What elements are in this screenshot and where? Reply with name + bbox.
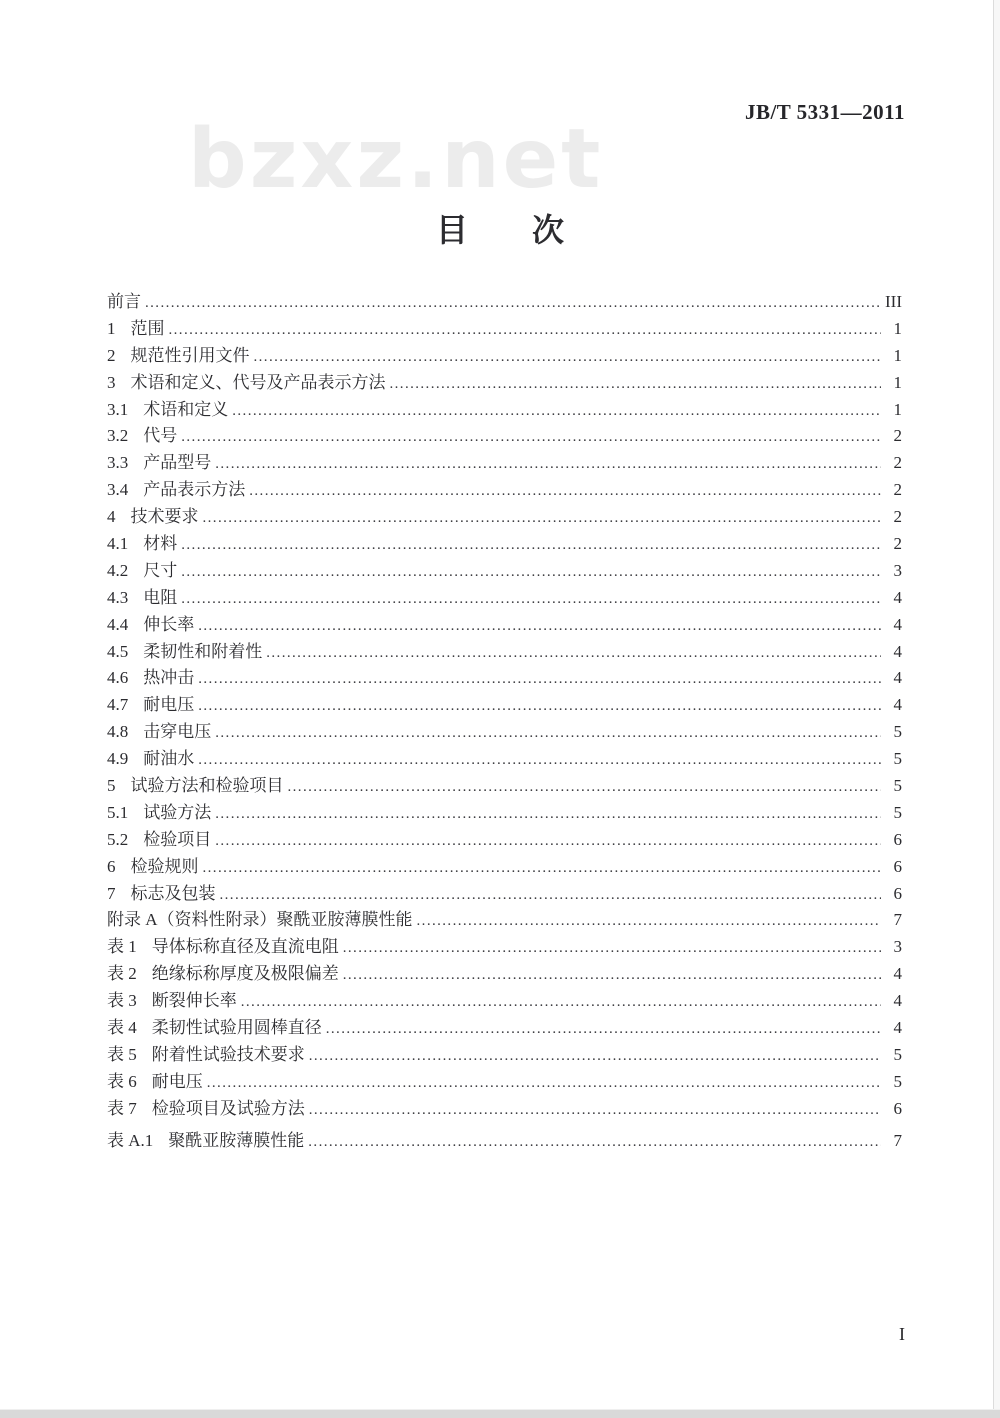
toc-entry-label: 标志及包装 xyxy=(130,883,216,903)
toc-entry xyxy=(107,1128,902,1155)
toc-entry-label: 技术要求 xyxy=(130,507,199,527)
toc-entry xyxy=(107,719,902,746)
toc-entry-label: 试验方法 xyxy=(143,802,212,822)
toc-entry-page: 6 xyxy=(893,829,902,849)
toc-leader-dots xyxy=(181,531,881,559)
toc-leader-dots xyxy=(215,450,881,478)
toc-entry xyxy=(107,289,902,316)
toc-entry-page: 4 xyxy=(893,587,902,607)
toc-entry-page: 4 xyxy=(893,1018,902,1038)
toc-entry-label: 产品表示方法 xyxy=(143,480,246,500)
toc-leader-dots xyxy=(215,719,881,747)
toc-entry-label: 导体标称直径及直流电阻 xyxy=(151,937,339,957)
toc-entry-number: 表 6 xyxy=(107,1071,137,1091)
toc-leader-dots xyxy=(266,639,881,667)
toc-leader-dots xyxy=(232,397,881,425)
toc-entry-label: 尺寸 xyxy=(143,560,178,580)
toc-entry-number: 4 xyxy=(107,507,116,527)
toc-entry-page: 5 xyxy=(893,1044,902,1064)
toc-entry-page: 7 xyxy=(893,1130,902,1150)
toc-entry-page: 4 xyxy=(893,668,902,688)
toc-leader-dots xyxy=(215,827,881,855)
toc-entry-page: 1 xyxy=(893,372,902,392)
toc-entry xyxy=(107,1042,902,1069)
toc-leader-dots xyxy=(169,316,882,344)
bottom-scan-bar xyxy=(0,1409,1000,1418)
toc-entry-page: 2 xyxy=(893,480,902,500)
toc-entry-label: 规范性引用文件 xyxy=(130,345,250,365)
toc-entry-number: 4.5 xyxy=(107,641,129,661)
toc-entry xyxy=(107,854,902,881)
toc-entry-label: 柔韧性和附着性 xyxy=(143,641,263,661)
toc-entry-page: 2 xyxy=(893,534,902,554)
toc-entry xyxy=(107,934,902,961)
toc-entry xyxy=(107,665,902,692)
toc-leader-dots xyxy=(343,934,881,962)
toc-entry-page: 2 xyxy=(893,453,902,473)
watermark-text: bzxz.net xyxy=(188,112,604,207)
toc-entry-label: 术语和定义、代号及产品表示方法 xyxy=(130,372,386,392)
toc-entry-page: 1 xyxy=(893,345,902,365)
toc-entry xyxy=(107,370,902,397)
toc-entry-number: 4.6 xyxy=(107,668,129,688)
toc-entry-page: 5 xyxy=(893,749,902,769)
toc-entry xyxy=(107,423,902,450)
toc-entry-number: 4.1 xyxy=(107,534,129,554)
toc-entry xyxy=(107,881,902,908)
toc-leader-dots xyxy=(254,343,882,371)
toc-entry xyxy=(107,773,902,800)
toc-entry-page: 5 xyxy=(893,802,902,822)
toc-entry xyxy=(107,558,902,585)
toc-leader-dots xyxy=(309,1096,881,1124)
toc-entry xyxy=(107,612,902,639)
toc-entry-label: 范围 xyxy=(130,318,165,338)
toc-entry-page: 4 xyxy=(893,991,902,1011)
toc-entry-page: 6 xyxy=(893,856,902,876)
toc-leader-dots xyxy=(181,558,881,586)
toc-entry xyxy=(107,1015,902,1042)
toc-entry-page: III xyxy=(885,292,902,311)
toc-entry xyxy=(107,827,902,854)
toc-entry xyxy=(107,988,902,1015)
toc-entry-number: 3.2 xyxy=(107,426,129,446)
toc-entry xyxy=(107,450,902,477)
toc-entry-label: 附着性试验技术要求 xyxy=(151,1044,305,1064)
toc-leader-dots xyxy=(207,1069,881,1097)
toc-entry-page: 3 xyxy=(893,560,902,580)
toc-entry-number: 表 1 xyxy=(107,937,137,957)
toc-entry-label: 耐电压 xyxy=(151,1071,203,1091)
toc-entry xyxy=(107,477,902,504)
toc-entry-label: 耐油水 xyxy=(143,749,195,769)
toc-entry-number: 表 4 xyxy=(107,1018,137,1038)
toc-entry-page: 4 xyxy=(893,641,902,661)
toc-entry-label: 材料 xyxy=(143,534,178,554)
toc-leader-dots xyxy=(249,477,881,505)
toc-entry-label: 断裂伸长率 xyxy=(151,991,237,1011)
toc-entry-label: 前言 xyxy=(107,292,141,311)
toc-entry xyxy=(107,746,902,773)
toc-entry-label: 附录 A（资料性附录）聚酰亚胺薄膜性能 xyxy=(107,910,413,930)
toc-leader-dots xyxy=(181,585,881,613)
toc-leader-dots xyxy=(220,881,882,909)
toc-leader-dots xyxy=(203,504,882,532)
toc-entry-number: 3.1 xyxy=(107,399,129,419)
toc-entry-number: 表 3 xyxy=(107,991,137,1011)
toc-entry xyxy=(107,316,902,343)
toc-leader-dots xyxy=(417,907,881,935)
toc-entry-page: 1 xyxy=(893,318,902,338)
toc-entry-number: 4.7 xyxy=(107,695,129,715)
toc-entry-number: 4.3 xyxy=(107,587,129,607)
toc-entry-number: 3 xyxy=(107,372,116,392)
toc-entry-page: 4 xyxy=(893,614,902,634)
toc-leader-dots xyxy=(390,370,882,398)
toc-entry xyxy=(107,639,902,666)
toc-entry-number: 表 2 xyxy=(107,964,137,984)
toc-entry xyxy=(107,504,902,531)
toc-entry-label: 产品型号 xyxy=(143,453,212,473)
toc-entry-label: 检验项目及试验方法 xyxy=(151,1098,305,1118)
toc-entry-number: 表 7 xyxy=(107,1098,137,1118)
toc-leader-dots xyxy=(308,1128,881,1156)
toc-entry xyxy=(107,1096,902,1123)
toc-entry-page: 4 xyxy=(893,964,902,984)
toc-entry-page: 3 xyxy=(893,937,902,957)
toc-entry-page: 1 xyxy=(893,399,902,419)
toc-leader-dots xyxy=(203,854,882,882)
toc-leader-dots xyxy=(288,773,882,801)
toc-entry-page: 2 xyxy=(893,507,902,527)
toc-entry xyxy=(107,800,902,827)
toc-entry xyxy=(107,531,902,558)
toc-entry-label: 伸长率 xyxy=(143,614,195,634)
toc-entry-number: 4.8 xyxy=(107,722,129,742)
toc-list xyxy=(107,289,902,1155)
toc-entry-number: 5.2 xyxy=(107,829,129,849)
toc-entry xyxy=(107,692,902,719)
toc-leader-dots xyxy=(198,665,881,693)
toc-leader-dots xyxy=(241,988,881,1016)
toc-leader-dots xyxy=(198,612,881,640)
toc-entry-label: 电阻 xyxy=(143,587,178,607)
toc-entry-page: 6 xyxy=(893,1098,902,1118)
toc-entry-number: 3.4 xyxy=(107,480,129,500)
page-edge-shade xyxy=(994,0,1000,1418)
toc-entry-number: 5.1 xyxy=(107,802,129,822)
toc-entry-label: 绝缘标称厚度及极限偏差 xyxy=(151,964,339,984)
toc-entry-label: 检验规则 xyxy=(130,856,199,876)
toc-entry-number: 1 xyxy=(107,318,116,338)
toc-entry-number: 4.2 xyxy=(107,560,129,580)
toc-entry-number: 6 xyxy=(107,856,116,876)
toc-entry-page: 5 xyxy=(893,776,902,796)
toc-entry-label: 耐电压 xyxy=(143,695,195,715)
toc-entry-page: 4 xyxy=(893,695,902,715)
toc-entry-label: 检验项目 xyxy=(143,829,212,849)
toc-leader-dots xyxy=(198,692,881,720)
toc-entry-label: 术语和定义 xyxy=(143,399,229,419)
toc-entry xyxy=(107,343,902,370)
toc-leader-dots xyxy=(181,423,881,451)
toc-leader-dots xyxy=(145,289,881,317)
page-title: 目 次 xyxy=(435,212,564,248)
toc-leader-dots xyxy=(309,1042,881,1070)
toc-entry-page: 7 xyxy=(893,910,902,930)
toc-entry-number: 2 xyxy=(107,345,116,365)
toc-leader-dots xyxy=(215,800,881,828)
toc-entry xyxy=(107,585,902,612)
toc-entry-number: 4.9 xyxy=(107,749,129,769)
toc-entry-page: 2 xyxy=(893,426,902,446)
toc-entry-number: 4.4 xyxy=(107,614,129,634)
toc-entry-page: 6 xyxy=(893,883,902,903)
page-edge-line xyxy=(993,0,994,1418)
toc-entry-number: 表 A.1 xyxy=(107,1130,154,1150)
toc-entry xyxy=(107,961,902,988)
toc-entry xyxy=(107,1069,902,1096)
toc-entry-number: 表 5 xyxy=(107,1044,137,1064)
footer-page-number: I xyxy=(899,1324,905,1344)
toc-leader-dots xyxy=(326,1015,881,1043)
toc-entry-label: 聚酰亚胺薄膜性能 xyxy=(168,1130,305,1150)
toc-entry xyxy=(107,907,902,934)
toc-entry-label: 柔韧性试验用圆棒直径 xyxy=(151,1018,322,1038)
toc-entry-label: 击穿电压 xyxy=(143,722,212,742)
toc-entry-label: 试验方法和检验项目 xyxy=(130,776,284,796)
toc-entry-label: 代号 xyxy=(143,426,178,446)
toc-entry-page: 5 xyxy=(893,722,902,742)
standard-number: JB/T 5331—2011 xyxy=(744,100,905,124)
toc-entry-number: 5 xyxy=(107,776,116,796)
toc-entry-label: 热冲击 xyxy=(143,668,195,688)
toc-entry-number: 7 xyxy=(107,883,116,903)
toc-entry-page: 5 xyxy=(893,1071,902,1091)
toc-leader-dots xyxy=(198,746,881,774)
toc-entry xyxy=(107,397,902,424)
toc-entry-number: 3.3 xyxy=(107,453,129,473)
toc-leader-dots xyxy=(343,961,881,989)
